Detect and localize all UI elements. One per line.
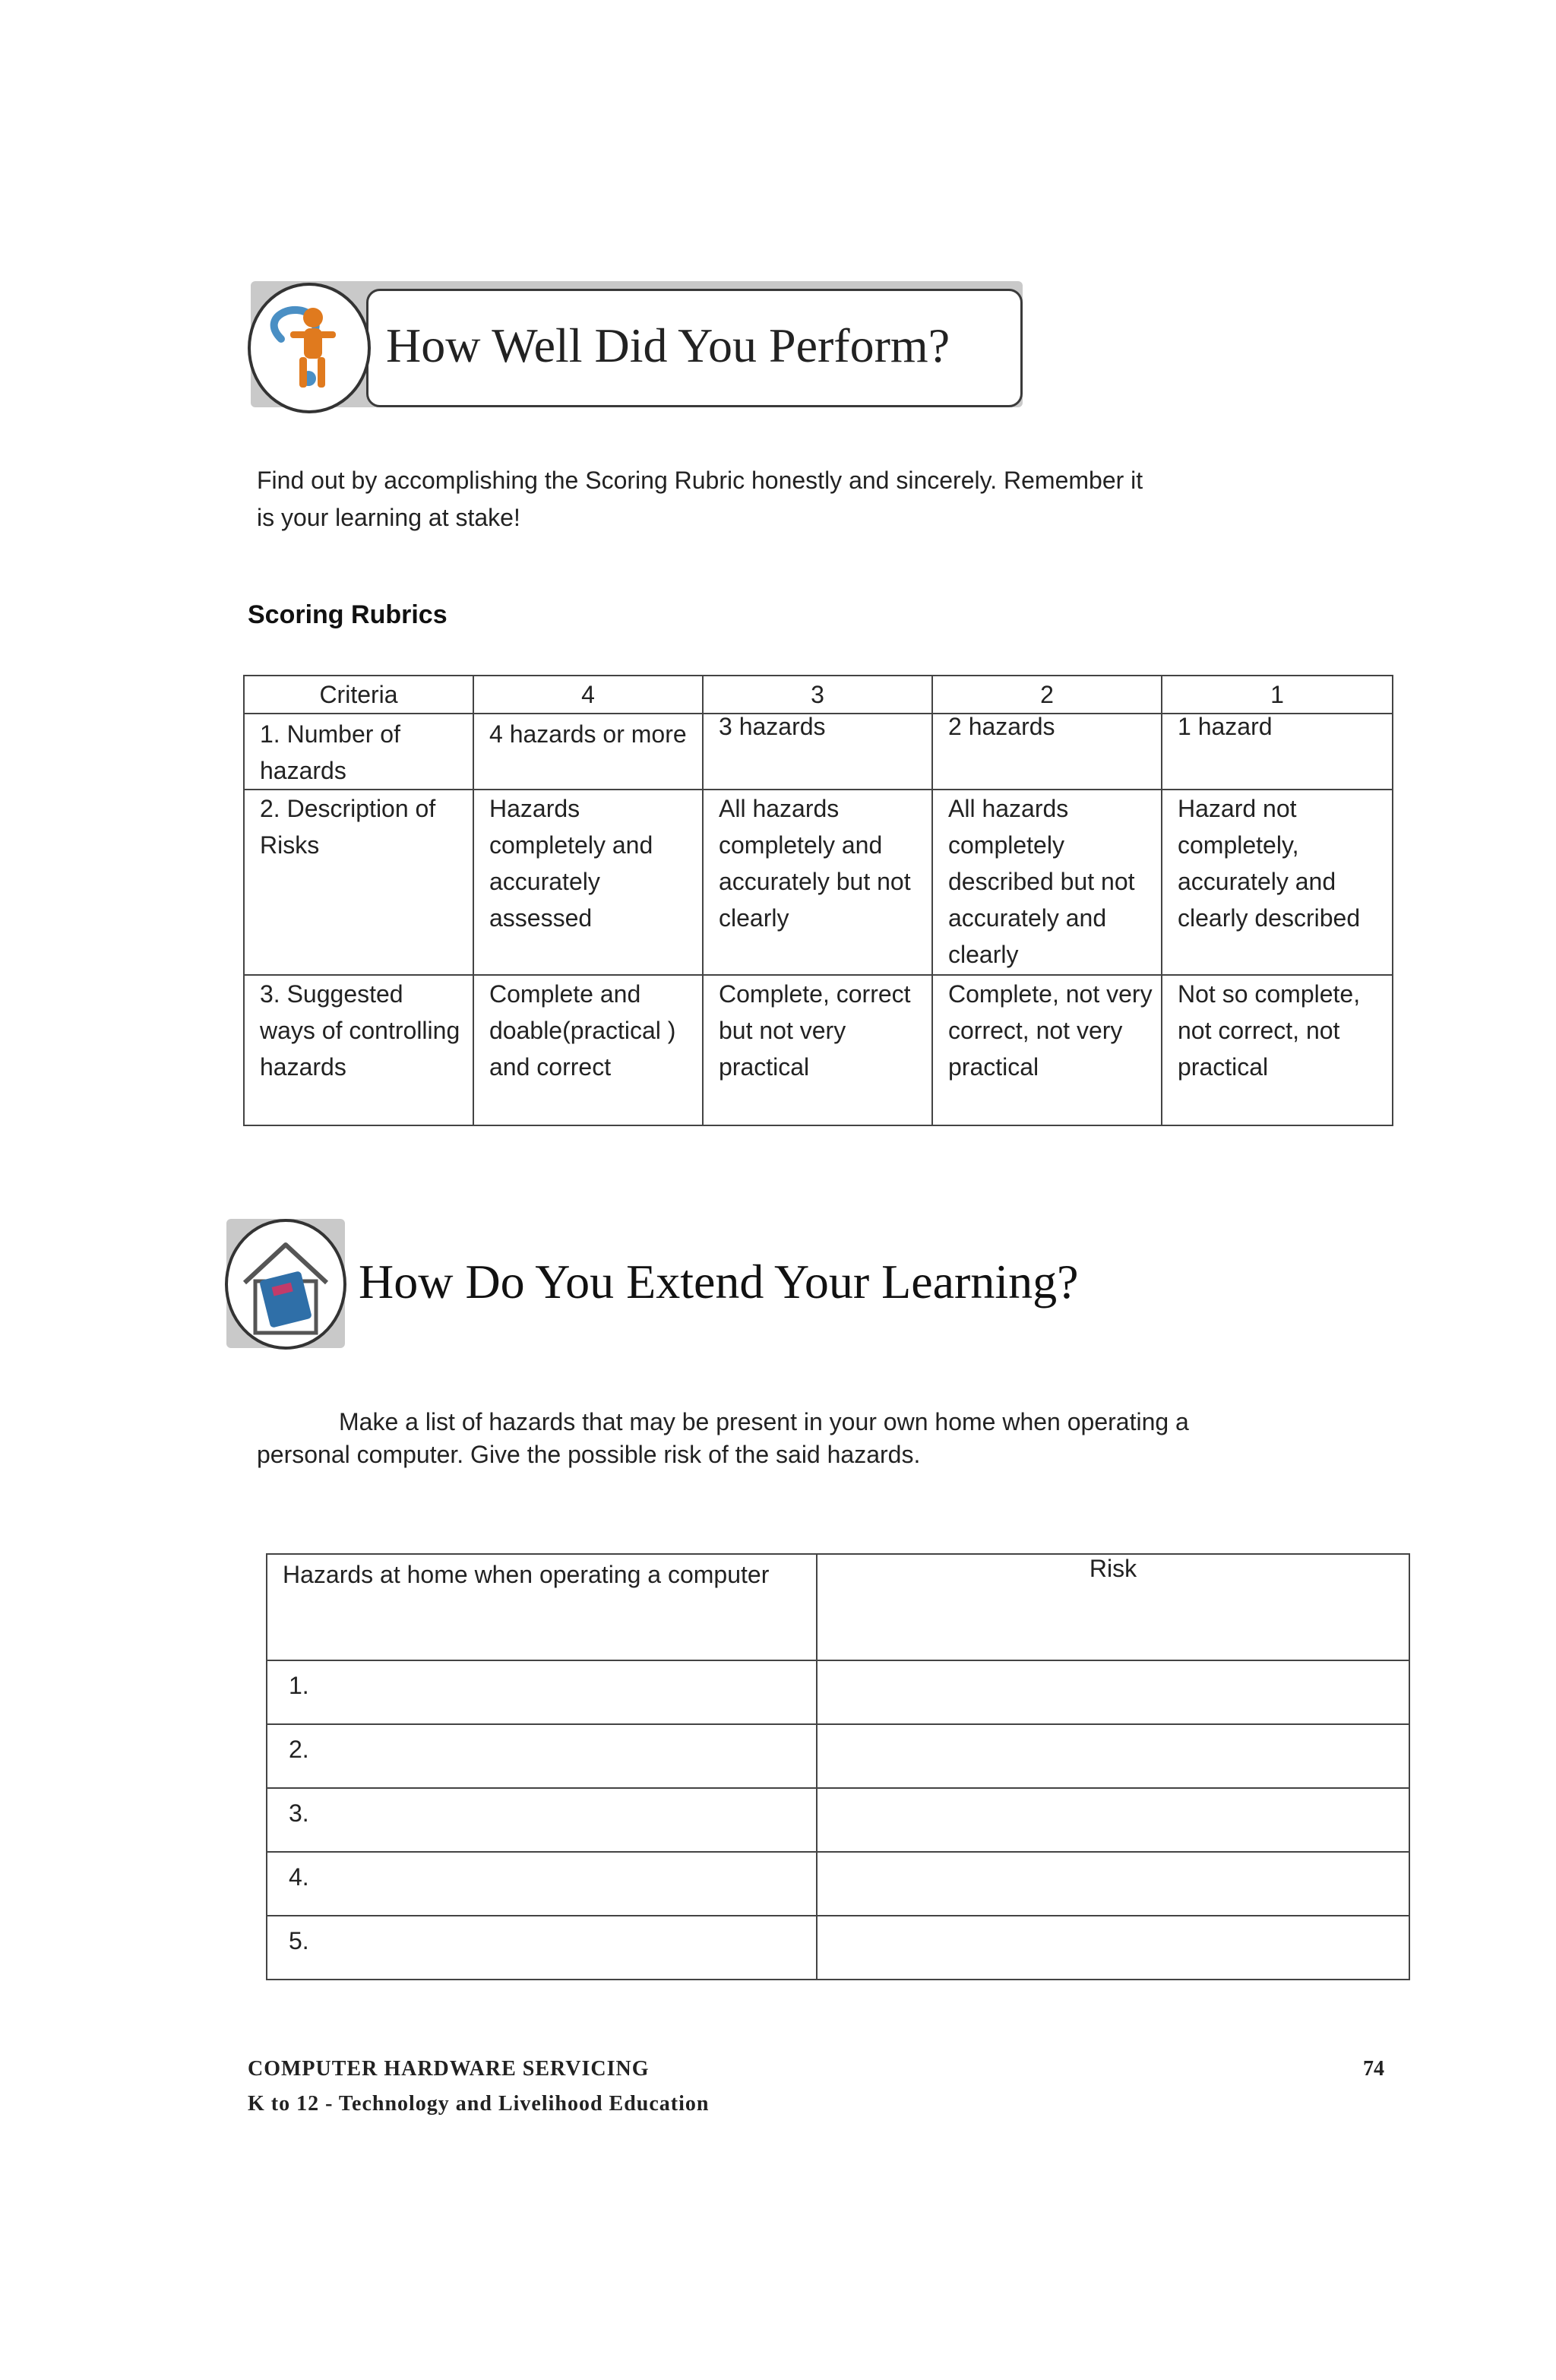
table-cell: All hazards completely described but not accurately and clearly [932, 790, 1162, 975]
column-header: 1 [1162, 676, 1393, 714]
column-header: 2 [932, 676, 1162, 714]
table-row [267, 1852, 1409, 1916]
intro-line: Find out by accomplishing the Scoring Rubric honestly and sincerely. Remember it [257, 467, 1143, 494]
table-cell: 1 hazard [1162, 714, 1393, 790]
page-footer [248, 2052, 709, 2122]
extend-line: Make a list of hazards that may be present in your own home when operating a [339, 1408, 1189, 1435]
table-row [244, 714, 1393, 790]
table-cell [817, 1724, 1409, 1788]
column-header: Hazards at home when operating a computer [267, 1554, 817, 1660]
table-cell: 2 hazards [932, 714, 1162, 790]
table-cell [817, 1788, 1409, 1852]
table-header-row [267, 1554, 1409, 1660]
table-row [267, 1788, 1409, 1852]
table-header-row [244, 676, 1393, 714]
table-cell: Complete, correct but not very practical [703, 975, 932, 1125]
table-cell: Complete and doable(practical ) and correct [473, 975, 703, 1125]
table-cell [817, 1660, 1409, 1724]
table-cell: Complete, not very correct, not very practical [932, 975, 1162, 1125]
intro-paragraph [257, 462, 1244, 536]
table-cell: 2. [267, 1724, 817, 1788]
footer-line: K to 12 - Technology and Livelihood Education [248, 2092, 710, 2116]
rubric-label: Scoring Rubrics [248, 600, 448, 629]
table-row [244, 790, 1393, 975]
table-cell: 3. [267, 1788, 817, 1852]
footer-line: COMPUTER HARDWARE SERVICING [248, 2057, 650, 2081]
table-cell: 1. Number of hazards [244, 714, 473, 790]
hazards-table [266, 1553, 1410, 1980]
table-row [267, 1660, 1409, 1724]
table-cell: 3 hazards [703, 714, 932, 790]
column-header: 4 [473, 676, 703, 714]
table-cell: 3. Suggested ways of controlling hazards [244, 975, 473, 1125]
book-house-icon [225, 1219, 346, 1350]
table-row [267, 1916, 1409, 1980]
table-cell: 4 hazards or more [473, 714, 703, 790]
section-title: How Well Did You Perform? [386, 318, 950, 372]
column-header: Risk [817, 1554, 1409, 1660]
extend-paragraph [257, 1406, 1275, 1471]
table-cell: Hazard not completely, accurately and clearly described [1162, 790, 1393, 975]
table-row [244, 975, 1393, 1125]
section-title: How Do You Extend Your Learning? [359, 1255, 1079, 1309]
table-cell: 1. [267, 1660, 817, 1724]
column-header: 3 [703, 676, 932, 714]
extend-line: personal computer. Give the possible risk of the said hazards. [257, 1441, 921, 1468]
question-figure-icon [248, 283, 371, 413]
intro-line: is your learning at stake! [257, 504, 520, 531]
table-cell [817, 1916, 1409, 1980]
table-cell: 5. [267, 1916, 817, 1980]
table-cell: Not so complete, not correct, not practical [1162, 975, 1393, 1125]
table-cell: Hazards completely and accurately assessed [473, 790, 703, 975]
table-cell: All hazards completely and accurately but not clearly [703, 790, 932, 975]
scoring-rubric-table [243, 675, 1393, 1126]
table-row [267, 1724, 1409, 1788]
column-header: Criteria [244, 676, 473, 714]
page-number: 74 [1363, 2057, 1384, 2081]
table-cell: 4. [267, 1852, 817, 1916]
table-cell [817, 1852, 1409, 1916]
table-cell: 2. Description of Risks [244, 790, 473, 975]
